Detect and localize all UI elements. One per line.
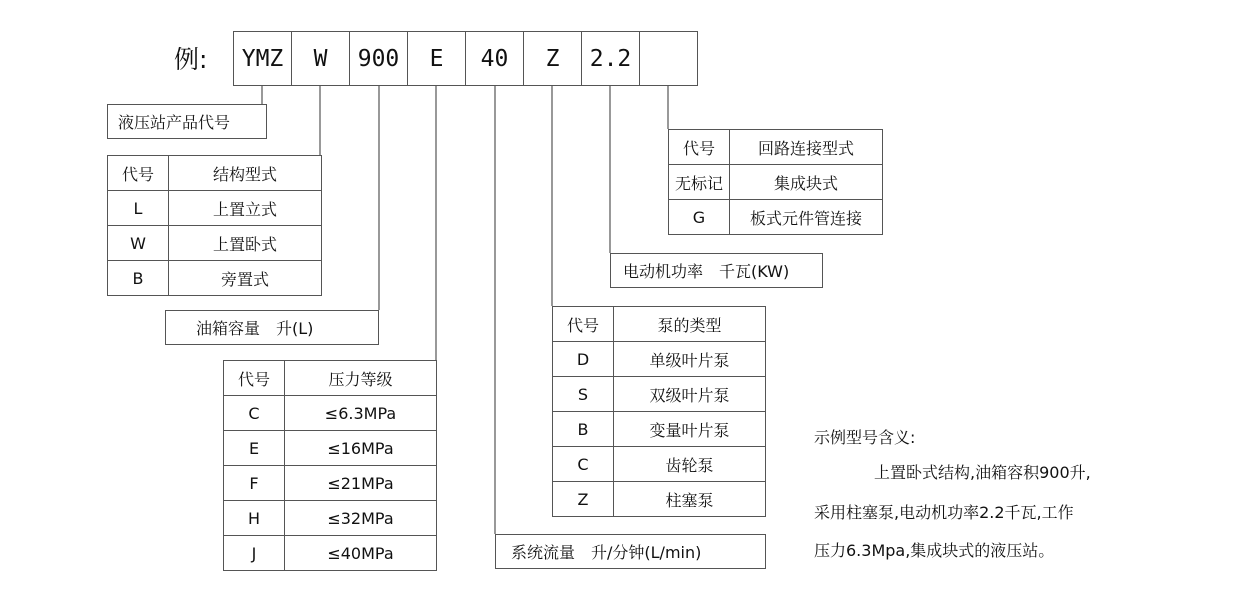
table-row — [553, 412, 766, 447]
segment-circuit — [639, 31, 698, 86]
table-row — [224, 501, 437, 536]
table-cell: ≤40MPa — [285, 536, 437, 571]
table-row — [224, 431, 437, 466]
segment-flow: 40 — [465, 31, 524, 86]
table-cell: G — [669, 200, 730, 235]
table-cell: 板式元件管连接 — [730, 200, 883, 235]
pump-table — [552, 306, 766, 517]
table-cell: F — [224, 466, 285, 501]
table-cell: B — [553, 412, 614, 447]
table-cell: 旁置式 — [169, 261, 322, 296]
table-row — [108, 191, 322, 226]
table-row — [553, 377, 766, 412]
table-cell: W — [108, 226, 169, 261]
motor-power-box: 电动机功率 千瓦(KW) — [610, 253, 823, 288]
table-header: 代号 — [108, 156, 169, 191]
table-cell: ≤21MPa — [285, 466, 437, 501]
table-cell: S — [553, 377, 614, 412]
segment-structure: W — [291, 31, 350, 86]
table-header: 代号 — [553, 307, 614, 342]
table-cell: 上置卧式 — [169, 226, 322, 261]
table-row — [553, 342, 766, 377]
table-cell: ≤6.3MPa — [285, 396, 437, 431]
table-cell: J — [224, 536, 285, 571]
flow-rate-box: 系统流量 升/分钟(L/min) — [495, 534, 766, 569]
table-row — [553, 447, 766, 482]
table-cell: 齿轮泵 — [614, 447, 766, 482]
structure-table — [107, 155, 322, 296]
example-note-line: 上置卧式结构,油箱容积900升, — [874, 463, 1091, 482]
segment-product: YMZ — [233, 31, 292, 86]
table-cell: D — [553, 342, 614, 377]
segment-pump: Z — [523, 31, 582, 86]
table-header-row — [224, 361, 437, 396]
table-cell: ≤32MPa — [285, 501, 437, 536]
table-cell: E — [224, 431, 285, 466]
table-row — [224, 466, 437, 501]
table-cell: C — [553, 447, 614, 482]
table-cell: ≤16MPa — [285, 431, 437, 466]
table-cell: 集成块式 — [730, 165, 883, 200]
table-header: 压力等级 — [285, 361, 437, 396]
table-row — [669, 200, 883, 235]
table-cell: 上置立式 — [169, 191, 322, 226]
table-cell: 无标记 — [669, 165, 730, 200]
table-header: 泵的类型 — [614, 307, 766, 342]
table-row — [108, 226, 322, 261]
example-note-title: 示例型号含义: — [814, 428, 916, 447]
table-row — [224, 536, 437, 571]
table-header-row — [108, 156, 322, 191]
table-cell: 单级叶片泵 — [614, 342, 766, 377]
segment-pressure: E — [407, 31, 466, 86]
table-header: 代号 — [669, 130, 730, 165]
example-note-line: 压力6.3Mpa,集成块式的液压站。 — [814, 541, 1055, 560]
pressure-table — [223, 360, 437, 571]
example-note-line: 采用柱塞泵,电动机功率2.2千瓦,工作 — [814, 503, 1074, 522]
table-cell: C — [224, 396, 285, 431]
tank-volume-box: 油箱容量 升(L) — [165, 310, 379, 345]
example-label: 例: — [174, 45, 208, 74]
table-cell: B — [108, 261, 169, 296]
table-row — [108, 261, 322, 296]
table-row — [669, 165, 883, 200]
table-cell: 双级叶片泵 — [614, 377, 766, 412]
table-cell: H — [224, 501, 285, 536]
table-row — [224, 396, 437, 431]
segment-power: 2.2 — [581, 31, 640, 86]
table-header: 代号 — [224, 361, 285, 396]
table-cell: Z — [553, 482, 614, 517]
table-cell: 变量叶片泵 — [614, 412, 766, 447]
table-header-row — [553, 307, 766, 342]
table-cell: L — [108, 191, 169, 226]
product-code-box: 液压站产品代号 — [107, 104, 267, 139]
segment-volume: 900 — [349, 31, 408, 86]
table-row — [553, 482, 766, 517]
table-header: 回路连接型式 — [730, 130, 883, 165]
table-cell: 柱塞泵 — [614, 482, 766, 517]
circuit-table — [668, 129, 883, 235]
table-header-row — [669, 130, 883, 165]
table-header: 结构型式 — [169, 156, 322, 191]
